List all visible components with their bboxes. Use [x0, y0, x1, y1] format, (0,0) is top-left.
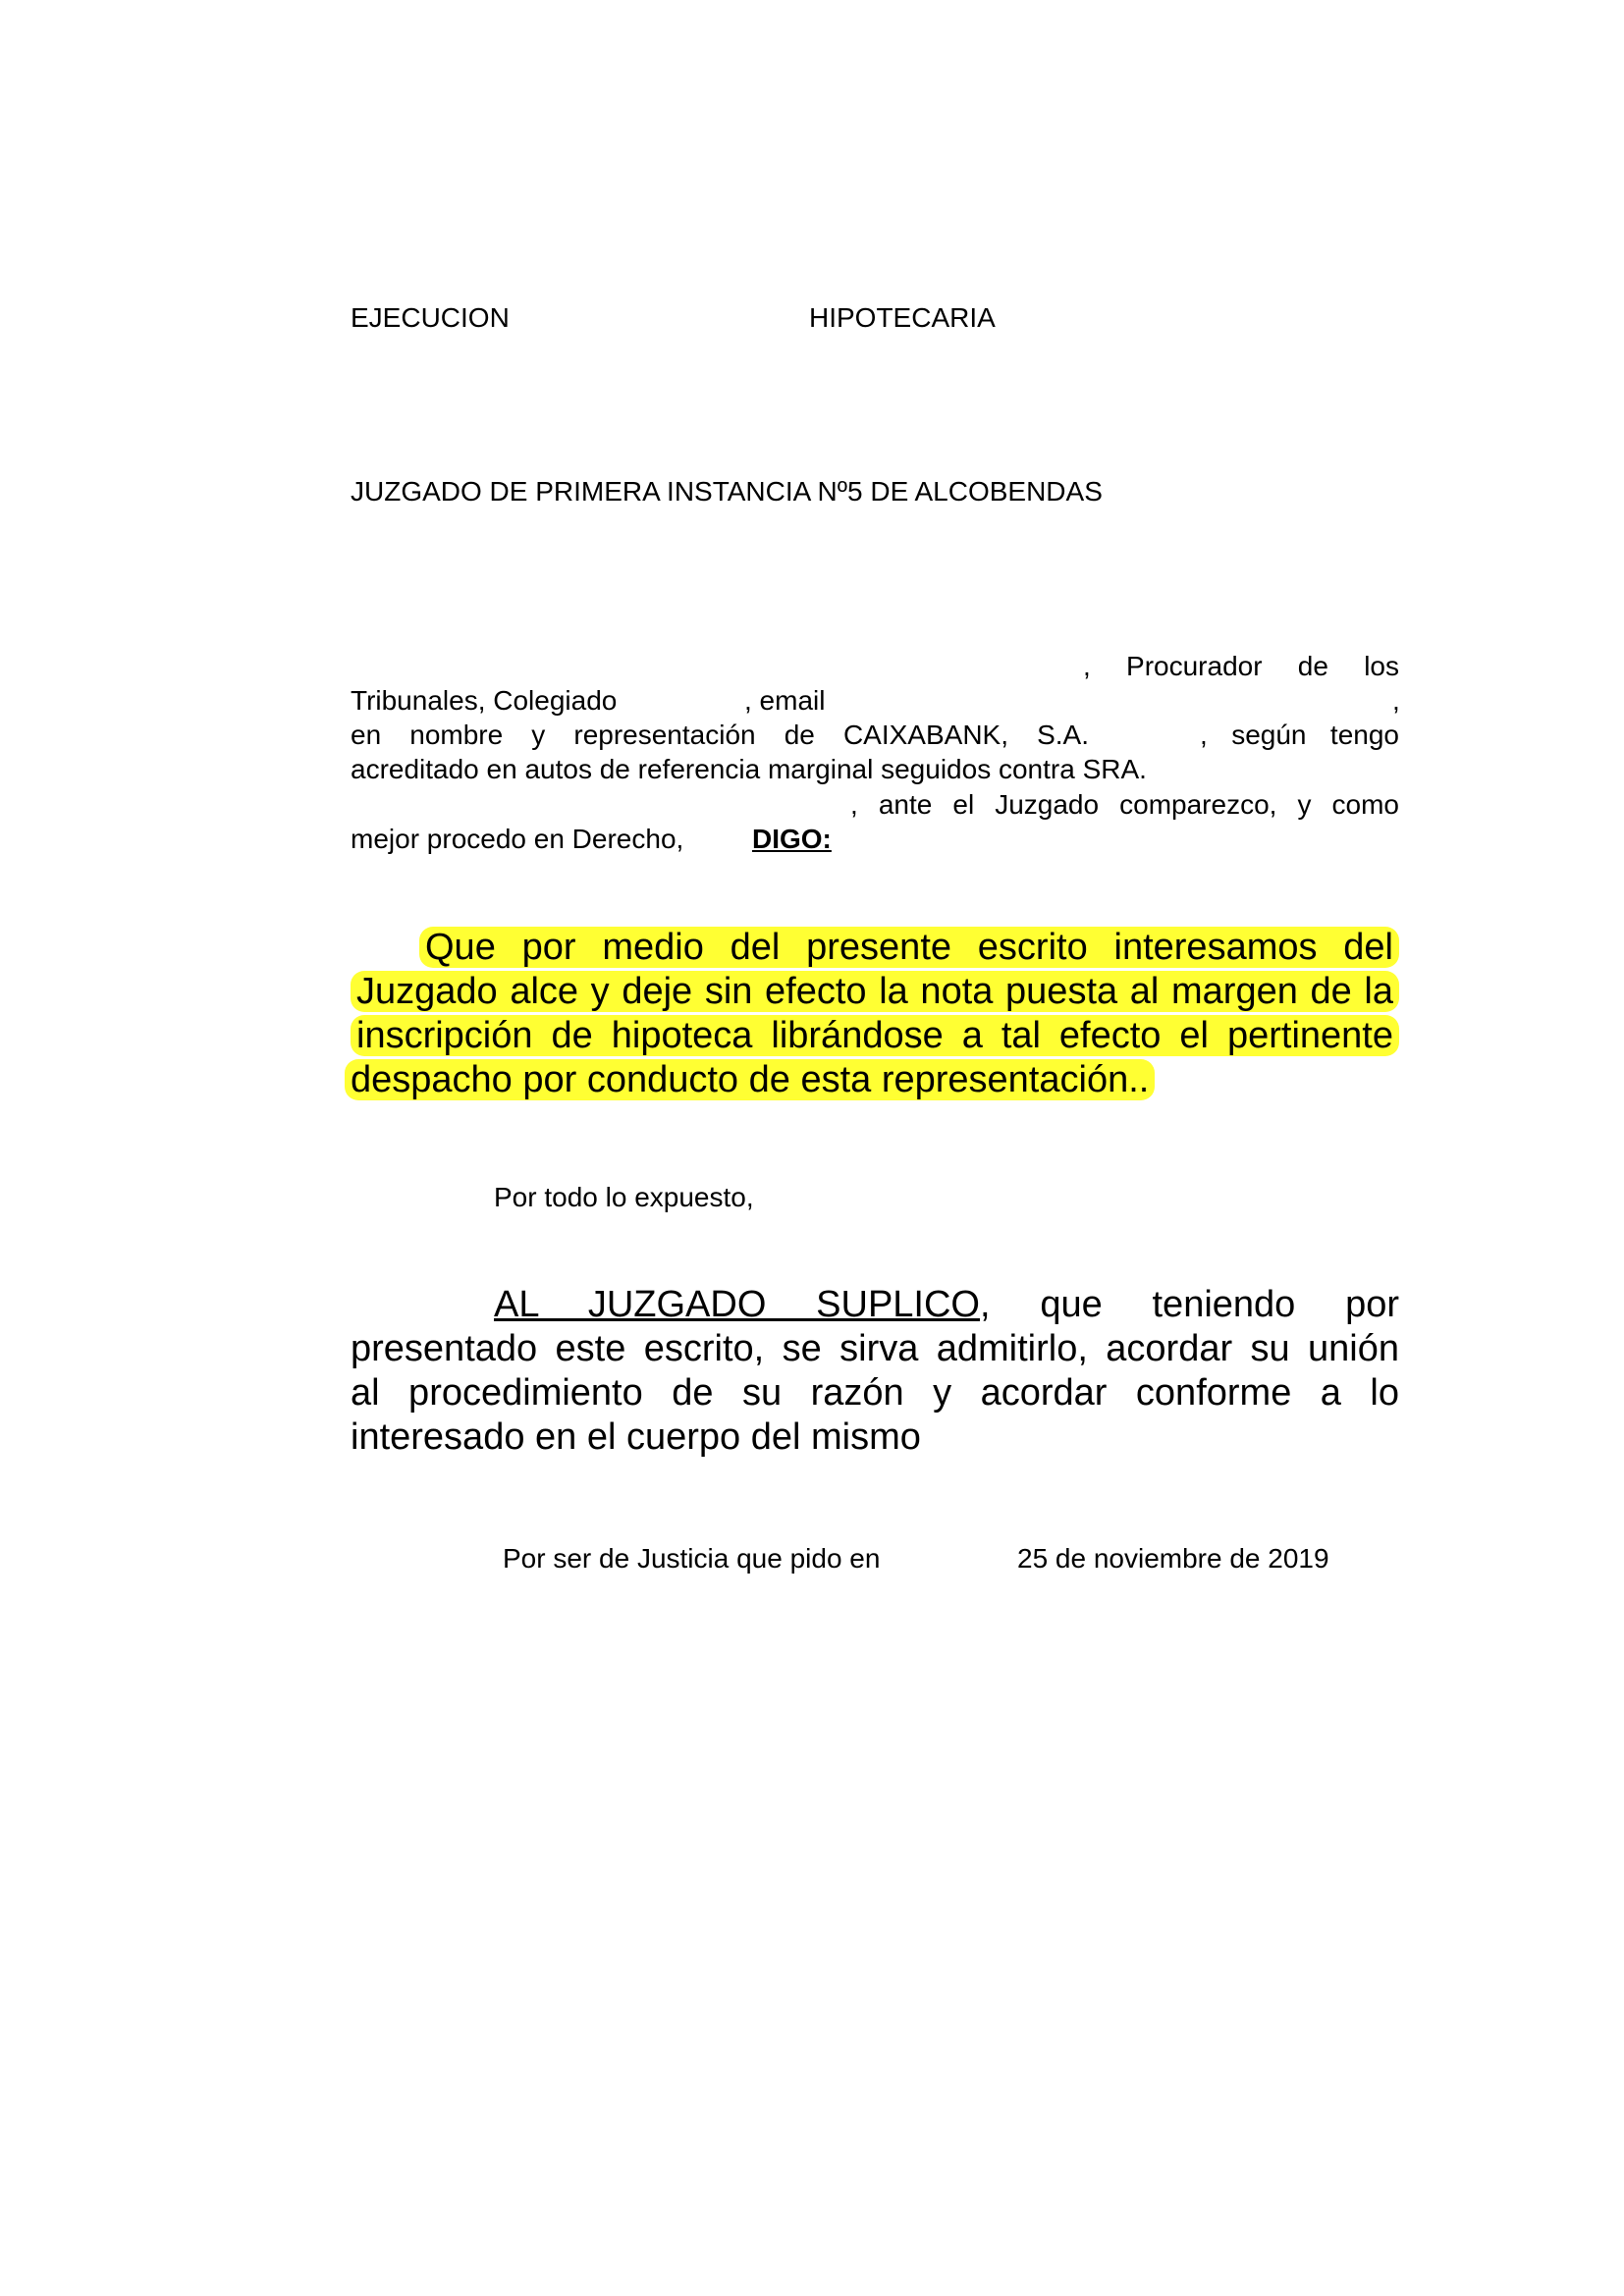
header-left: EJECUCION [351, 302, 510, 333]
intro-line-5: , ante el Juzgado comparezco, y como [850, 789, 1399, 820]
highlight-line-4 [345, 1058, 1155, 1102]
closing-date: 25 de noviembre de 2019 [1017, 1543, 1329, 1574]
intro-line-2a: Tribunales, Colegiado [351, 685, 618, 716]
digo-label: DIGO: [752, 824, 832, 854]
suplico-line-2: presentado este escrito, se sirva admitirlo, acordar su unión [351, 1328, 1399, 1369]
court-name: JUZGADO DE PRIMERA INSTANCIA Nº5 DE ALCOBENDAS [351, 476, 1103, 507]
expuesto-text: Por todo lo expuesto, [494, 1182, 754, 1212]
closing-text: Por ser de Justicia que pido en [503, 1543, 881, 1574]
header-right: HIPOTECARIA [809, 302, 996, 333]
intro-line-2b: , email [744, 685, 826, 716]
highlight-line-3-text: inscripción de hipoteca librándose a tal efecto el pertinente [351, 1015, 1399, 1056]
intro-line-1: , Procurador de los [1083, 651, 1399, 681]
highlight-line-1-text: Que por medio del presente escrito interesamos del [419, 927, 1399, 968]
suplico-line-4: interesado en el cuerpo del mismo [351, 1416, 921, 1458]
highlight-line-4-text: despacho por conducto de esta representación.. [345, 1059, 1155, 1100]
highlight-line-2-text: Juzgado alce y deje sin efecto la nota puesta al margen de la [351, 971, 1399, 1012]
intro-line-3a: en nombre y representación de CAIXABANK, S.A. [351, 720, 1089, 750]
suplico-rest: , que teniendo por [980, 1284, 1399, 1325]
intro-line-6a: mejor procedo en Derecho, [351, 824, 684, 854]
highlight-line-3 [351, 1014, 1399, 1058]
intro-line-4: acreditado en autos de referencia marginal seguidos contra SRA. [351, 754, 1147, 784]
suplico-line-1 [494, 1283, 1399, 1327]
suplico-lead: AL JUZGADO SUPLICO [494, 1284, 980, 1325]
intro-line-2c: , [1392, 685, 1400, 716]
highlight-line-1 [419, 926, 1399, 970]
intro-line-3b: , según tengo [1200, 720, 1399, 750]
suplico-line-3: al procedimiento de su razón y acordar conforme a lo [351, 1372, 1399, 1414]
highlight-line-2 [351, 970, 1399, 1014]
